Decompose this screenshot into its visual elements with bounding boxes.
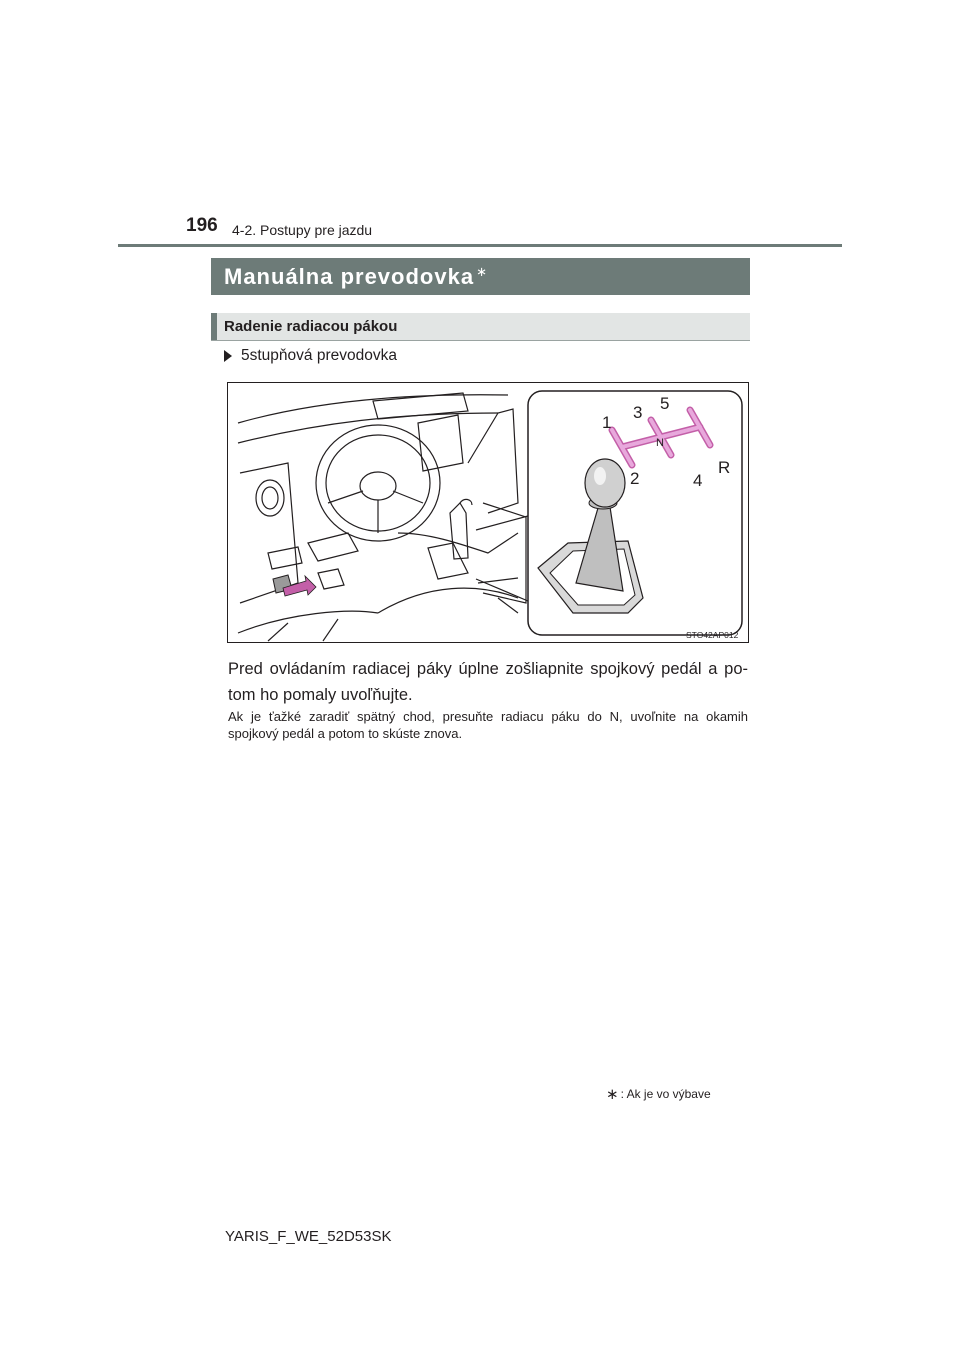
gear-label-n: N (656, 437, 664, 449)
gear-label-r: R (718, 458, 731, 477)
gear-label-2: 2 (630, 469, 640, 488)
figure-code: STO42AP012 (686, 630, 739, 640)
illustration-svg (228, 383, 748, 642)
dashboard-line-art (238, 393, 526, 641)
page-title: Manuálna prevodovka (224, 263, 475, 289)
optional-equipment-marker: ∗ (476, 263, 487, 279)
subheading-marker (211, 313, 217, 340)
subheading-text: Radenie radiacou pákou (224, 318, 398, 335)
clutch-pedal-arrow (273, 575, 316, 596)
gear-label-3: 3 (633, 403, 643, 422)
gear-label-5: 5 (660, 394, 670, 413)
footnote (606, 1085, 711, 1103)
instruction-paragraph: Pred ovládaním radiacej páky úplne zošliapnite spojkový pedál a po-tom ho pomaly uvoľňujte. (228, 660, 748, 704)
note-paragraph: Ak je ťažké zaradiť spätný chod, presuňte radiacu páku do N, uvoľnite na okamih spojkový pedál a potom to skúste znova. (228, 709, 748, 741)
document-code: YARIS_F_WE_52D53SK (225, 1228, 392, 1245)
header-rule (118, 244, 842, 247)
callout-lines (476, 516, 528, 601)
variant-label: 5stupňová prevodovka (241, 347, 397, 364)
variant-item (224, 347, 397, 365)
gearshift-illustration (227, 382, 749, 643)
triangle-bullet-icon (224, 350, 232, 362)
footnote-marker: ∗ (606, 1086, 619, 1103)
footnote-text: : Ak je vo výbave (620, 1087, 711, 1101)
title-bar (211, 258, 750, 295)
gear-label-4: 4 (693, 471, 703, 490)
section-label: 4-2. Postupy pre jazdu (232, 222, 373, 238)
gear-label-1: 1 (602, 413, 612, 432)
subheading-bar (211, 313, 750, 341)
page-number: 196 (186, 215, 218, 236)
